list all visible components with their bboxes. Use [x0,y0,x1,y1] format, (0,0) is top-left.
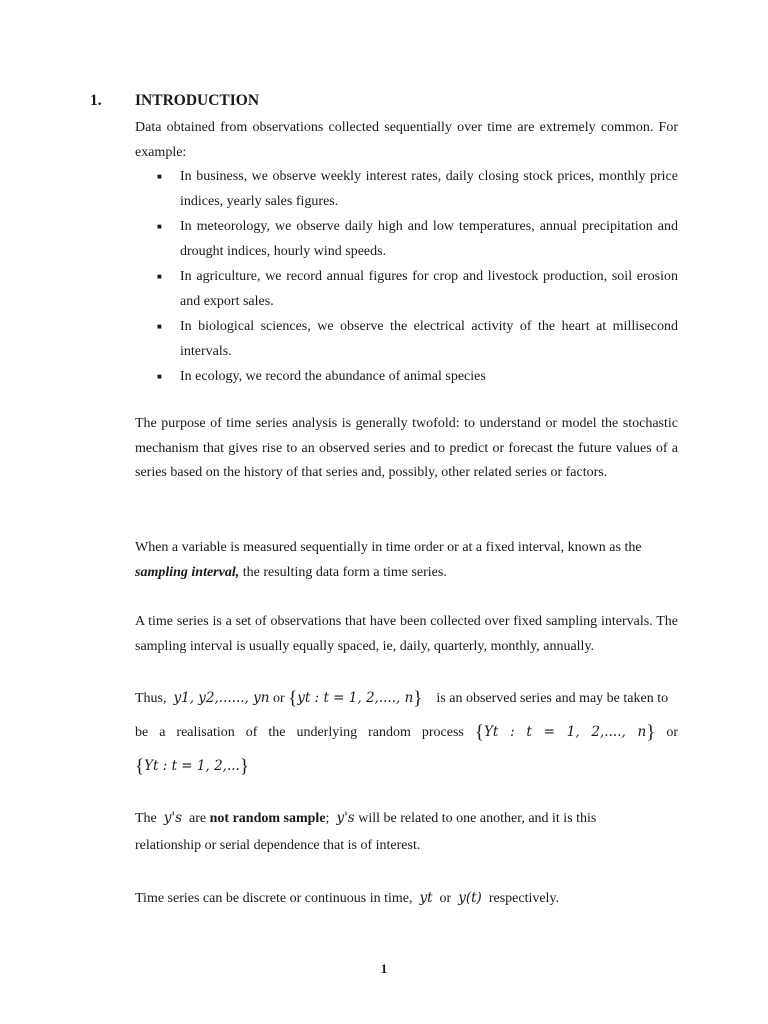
set-close-brace: } [413,688,423,709]
continuous-text: Time series can be discrete or continuous in time, [135,891,413,906]
set-close-brace: } [646,722,656,743]
list-item: ■ In meteorology, we observe daily high and low temperatures, annual precipitation and drought indices, hourly wind speeds. [135,214,678,264]
section-number: 1. [90,92,102,109]
intro-paragraph: Data obtained from observations collected sequentially over time are extremely common. For example: [135,120,678,160]
realisation-line [135,720,678,745]
sampling-interval-term: sampling interval, [135,565,240,580]
list-item: ■ In business, we observe weekly interest rates, daily closing stock prices, monthly price indices, yearly sales figures. [135,164,678,214]
list-item: ■ In agriculture, we record annual figures for crop and livestock production, soil erosion and export sales. [135,264,678,314]
list-item: ■ In ecology, we record the abundance of animal species [135,364,678,389]
observed-set-formula: yt : t = 1, 2,...., n [297,690,414,706]
examples-list [135,164,678,389]
ys-symbol: y's [163,810,183,826]
ys-the: The [135,811,157,826]
or-word: or [272,691,285,706]
set-open-brace: { [135,756,145,777]
ys-statement [135,806,678,831]
ys-rest: will be related to one another, and it is this [358,811,597,826]
random-process-formula: Yt : t = 1, 2,...., n [483,724,647,740]
continuous-tail: respectively. [488,891,560,906]
not-random-sample: not random sample [209,811,326,826]
infinite-process-line [135,754,678,779]
sampling-paragraph [135,535,678,585]
or-word: or [439,891,452,906]
infinite-process-formula: Yt : t = 1, 2,... [144,758,240,774]
set-open-brace: { [474,722,484,743]
set-close-brace: } [239,756,249,777]
time-series-definition: A time series is a set of observations that have been collected over fixed sampling intervals. The sampling interval is usually equally spaced, ie, daily, quarterly, monthly, annually. [135,614,678,654]
series-formula: y1, y2,......, yn [173,690,270,706]
purpose-paragraph: The purpose of time series analysis is generally twofold: to understand or model the stochastic mechanism that gives rise to an observed series and to predict or forecast the future values of a series based on the history of that series and, possibly, other related series or factors. [135,416,678,481]
ys-symbol-2: y's [336,810,355,826]
ys-semicolon: ; [325,811,330,826]
sampling-text-after: the resulting data form a time series. [239,565,447,580]
thus-lead: Thus, [135,691,167,706]
list-item: ■ In biological sciences, we observe the electrical activity of the heart at millisecond intervals. [135,314,678,364]
relationship-line: relationship or serial dependence that is of interest. [135,838,421,853]
realisation-text: be a realisation of the underlying random process [135,725,464,740]
section-title: INTRODUCTION [135,92,260,109]
or-word: or [666,725,679,740]
observed-series-tail: is an observed series and may be taken to [436,691,669,706]
set-open-brace: { [288,688,298,709]
sampling-text-before: When a variable is measured sequentially in time order or at a fixed interval, known as the [135,540,642,555]
ys-are: are [189,811,207,826]
continuous-line [135,886,678,911]
observed-series-line [135,686,678,711]
page-number: 1 [380,961,388,976]
yt-formula: yt [419,890,433,906]
y-of-t-formula: y(t) [458,890,482,906]
